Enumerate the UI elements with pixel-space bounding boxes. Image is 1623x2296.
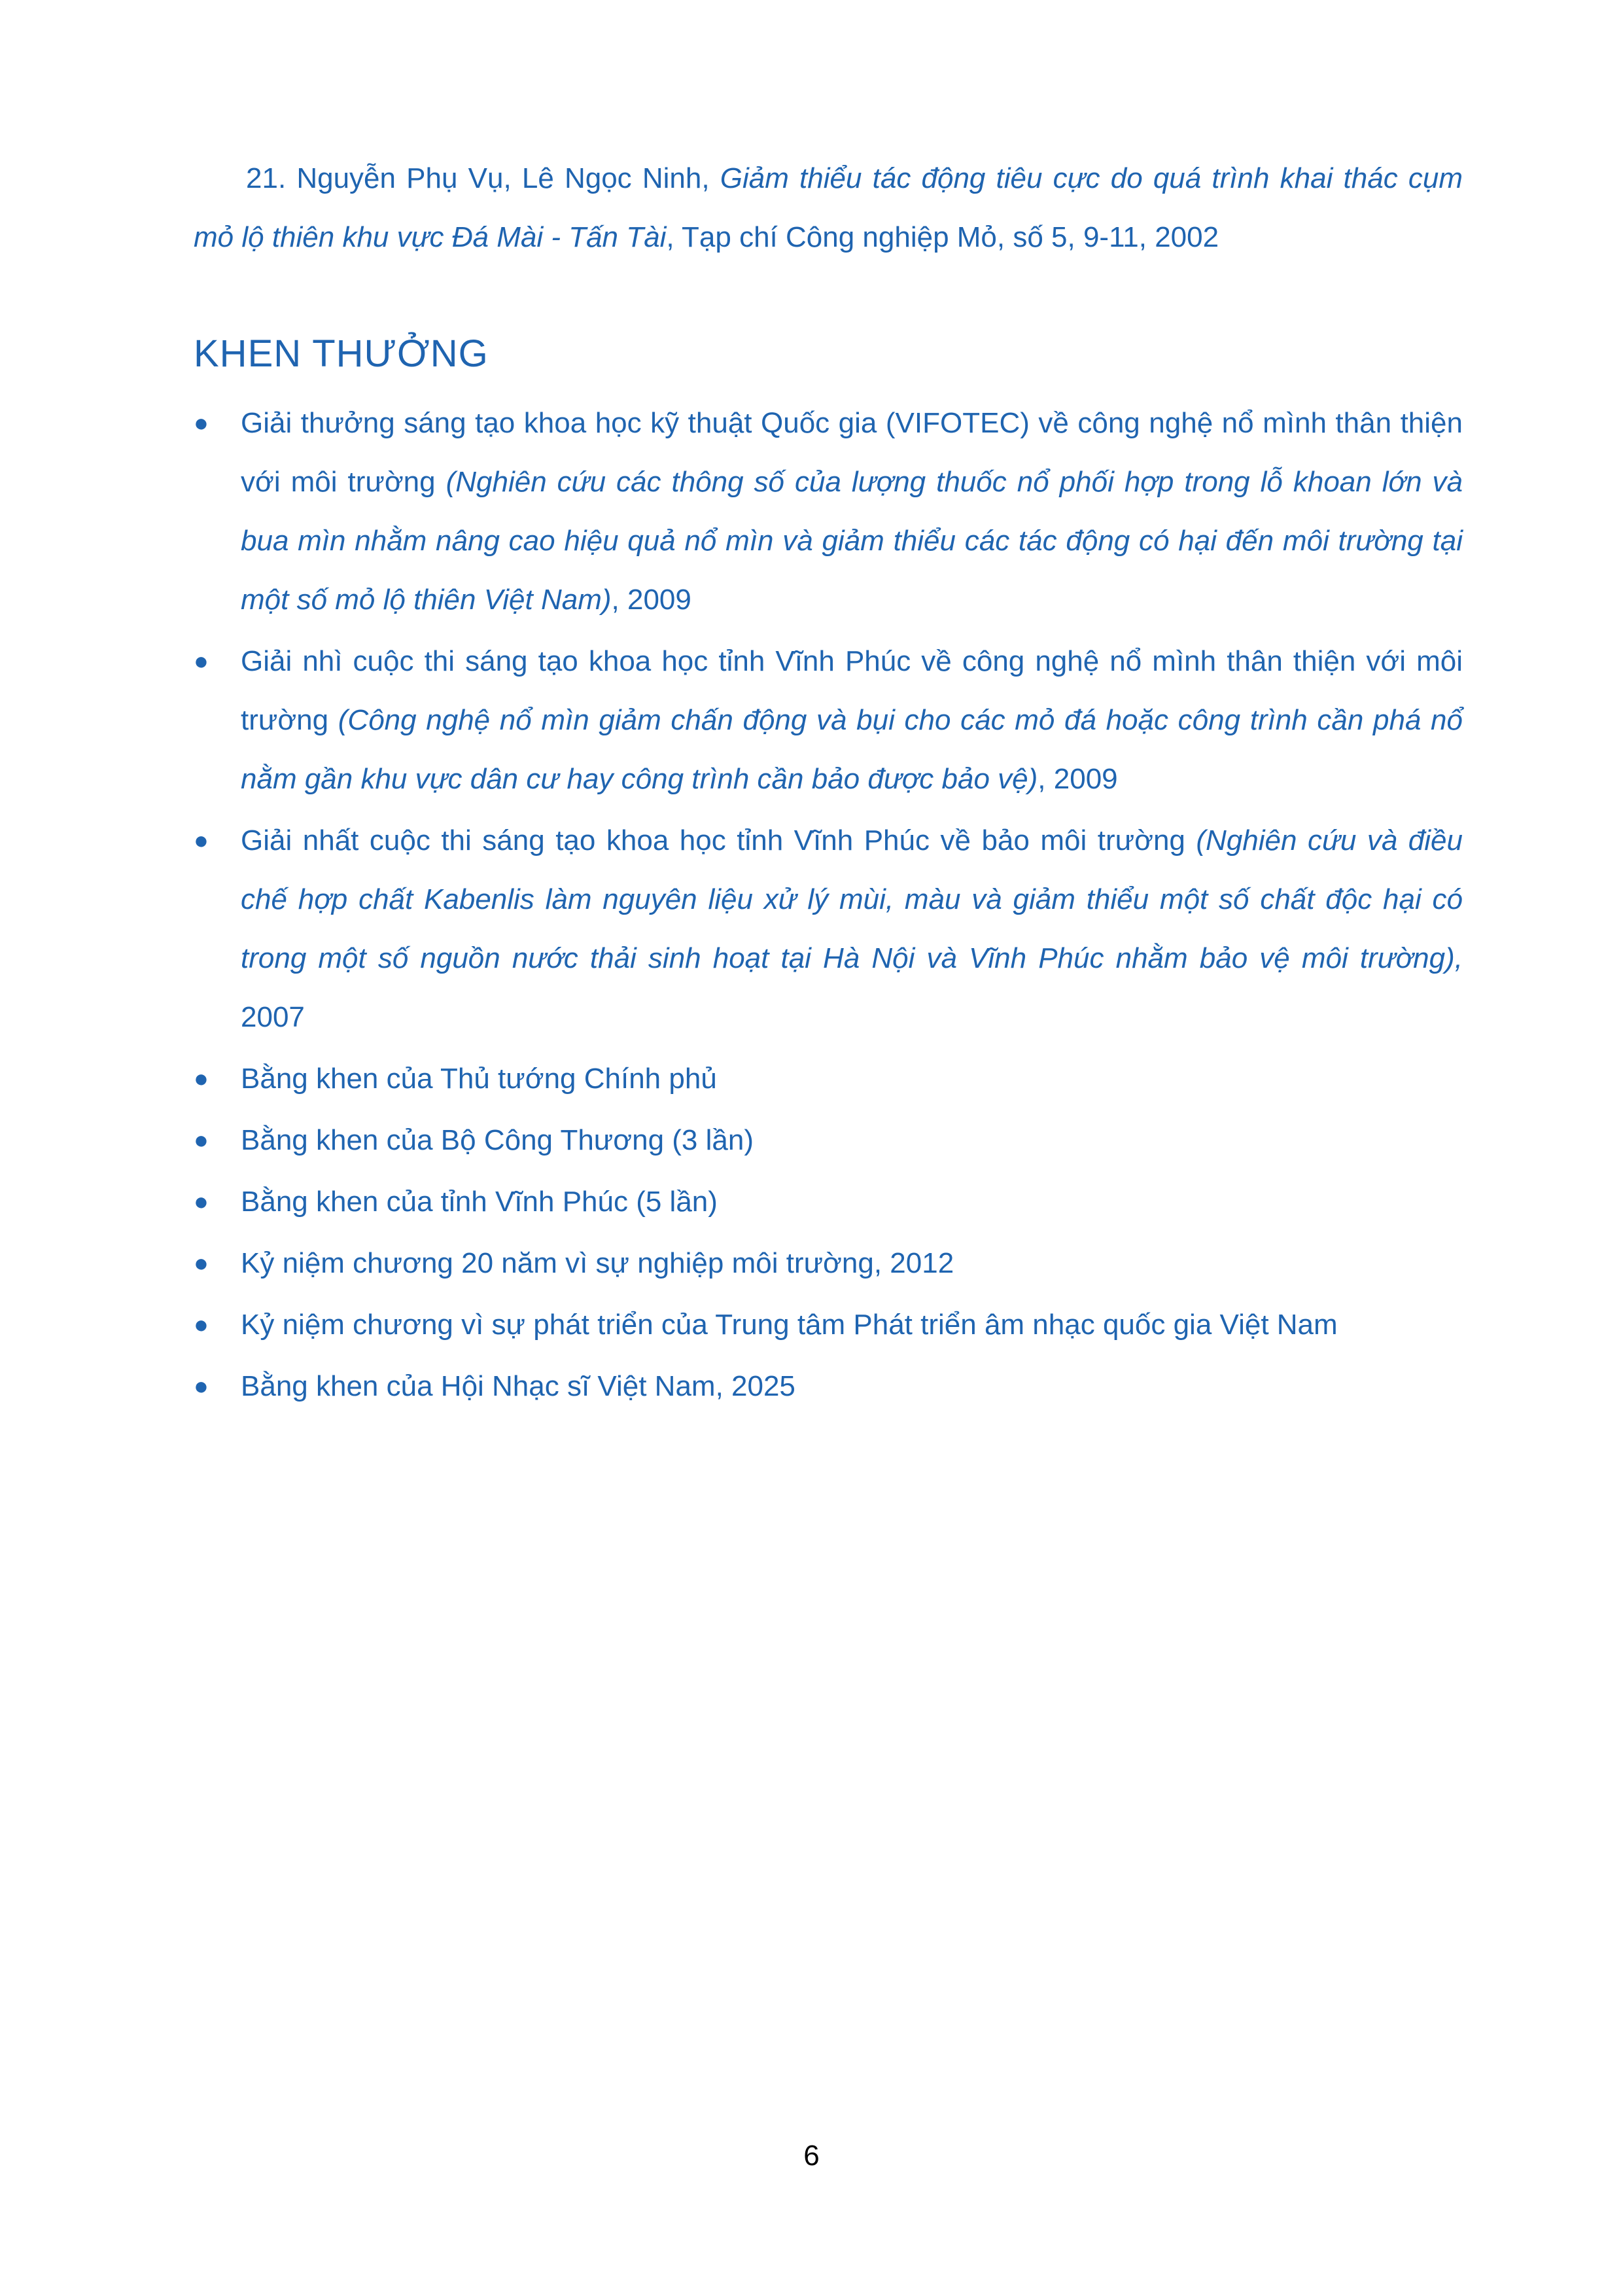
award-text: Kỷ niệm chương 20 năm vì sự nghiệp môi trường, 2012: [241, 1247, 954, 1279]
award-text: Bằng khen của Hội Nhạc sĩ Việt Nam, 2025: [241, 1370, 795, 1402]
award-item: [194, 632, 1463, 809]
award-detail: (Nghiên cứu các thông số của lượng thuốc nổ phối hợp trong lỗ khoan lớn và bua mìn nhằm nâng cao hiệu quả nổ mìn và giảm thiểu các tác động có hại đến môi trường tại một số mỏ lộ thiên Việt Nam): [241, 466, 1463, 616]
award-item: [194, 1173, 1463, 1231]
award-text: Bằng khen của tỉnh Vĩnh Phúc (5 lần): [241, 1186, 718, 1218]
awards-list: [194, 394, 1463, 1416]
award-text: Bằng khen của Bộ Công Thương (3 lần): [241, 1124, 754, 1156]
page-content: [194, 149, 1463, 1419]
award-item: [194, 1357, 1463, 1416]
section-heading-awards: KHEN THƯỞNG: [194, 332, 489, 375]
award-text: Giải nhì cuộc thi sáng tạo khoa học tỉnh Vĩnh Phúc về công nghệ nổ mình thân thiện với môi trường: [241, 645, 1463, 736]
award-year: , 2009: [611, 584, 691, 616]
award-item: [194, 811, 1463, 1047]
award-item: [194, 394, 1463, 629]
bullet-icon: ●: [194, 1311, 209, 1339]
reference-title: Giảm thiểu tác động tiêu cực do quá trình khai thác cụm mỏ lộ thiên khu vực Đá Mài - Tấn Tài: [194, 162, 1463, 253]
award-text: Giải nhất cuộc thi sáng tạo khoa học tỉnh Vĩnh Phúc về bảo môi trường: [241, 824, 1196, 857]
award-item: [194, 1234, 1463, 1293]
award-text: Bằng khen của Thủ tướng Chính phủ: [241, 1063, 717, 1095]
bullet-icon: ●: [194, 1065, 209, 1093]
bullet-icon: ●: [194, 1373, 209, 1400]
bullet-icon: ●: [194, 827, 209, 855]
award-item: [194, 1296, 1463, 1354]
award-text: Giải thưởng sáng tạo khoa học kỹ thuật Quốc gia (VIFOTEC) về công nghệ nổ mình thân thiện với môi trường: [241, 407, 1463, 498]
award-text: Kỷ niệm chương vì sự phát triển của Trung tâm Phát triển âm nhạc quốc gia Việt Nam: [241, 1309, 1338, 1341]
bullet-icon: ●: [194, 648, 209, 675]
award-item: [194, 1050, 1463, 1108]
award-year: , 2009: [1038, 763, 1118, 795]
reference-entry-21: [194, 149, 1463, 267]
award-item: [194, 1111, 1463, 1170]
award-detail: (Nghiên cứu và điều chế hợp chất Kabenlis làm nguyên liệu xử lý mùi, màu và giảm thiểu một số chất độc hại có trong một số nguồn nước thải sinh hoạt tại Hà Nội và Vĩnh Phúc nhằm bảo vệ môi trường),: [241, 824, 1463, 974]
award-year: 2007: [241, 1001, 305, 1033]
reference-authors: 21. Nguyễn Phụ Vụ, Lê Ngọc Ninh,: [246, 162, 720, 194]
reference-source: , Tạp chí Công nghiệp Mỏ, số 5, 9-11, 2002: [666, 221, 1219, 253]
bullet-icon: ●: [194, 1188, 209, 1216]
bullet-icon: ●: [194, 1127, 209, 1154]
bullet-icon: ●: [194, 410, 209, 437]
bullet-icon: ●: [194, 1250, 209, 1277]
page-number: 6: [803, 2140, 820, 2172]
award-detail: (Công nghệ nổ mìn giảm chấn động và bụi cho các mỏ đá hoặc công trình cần phá nổ nằm gần khu vực dân cư hay công trình cần bảo được bảo vệ): [241, 704, 1463, 795]
